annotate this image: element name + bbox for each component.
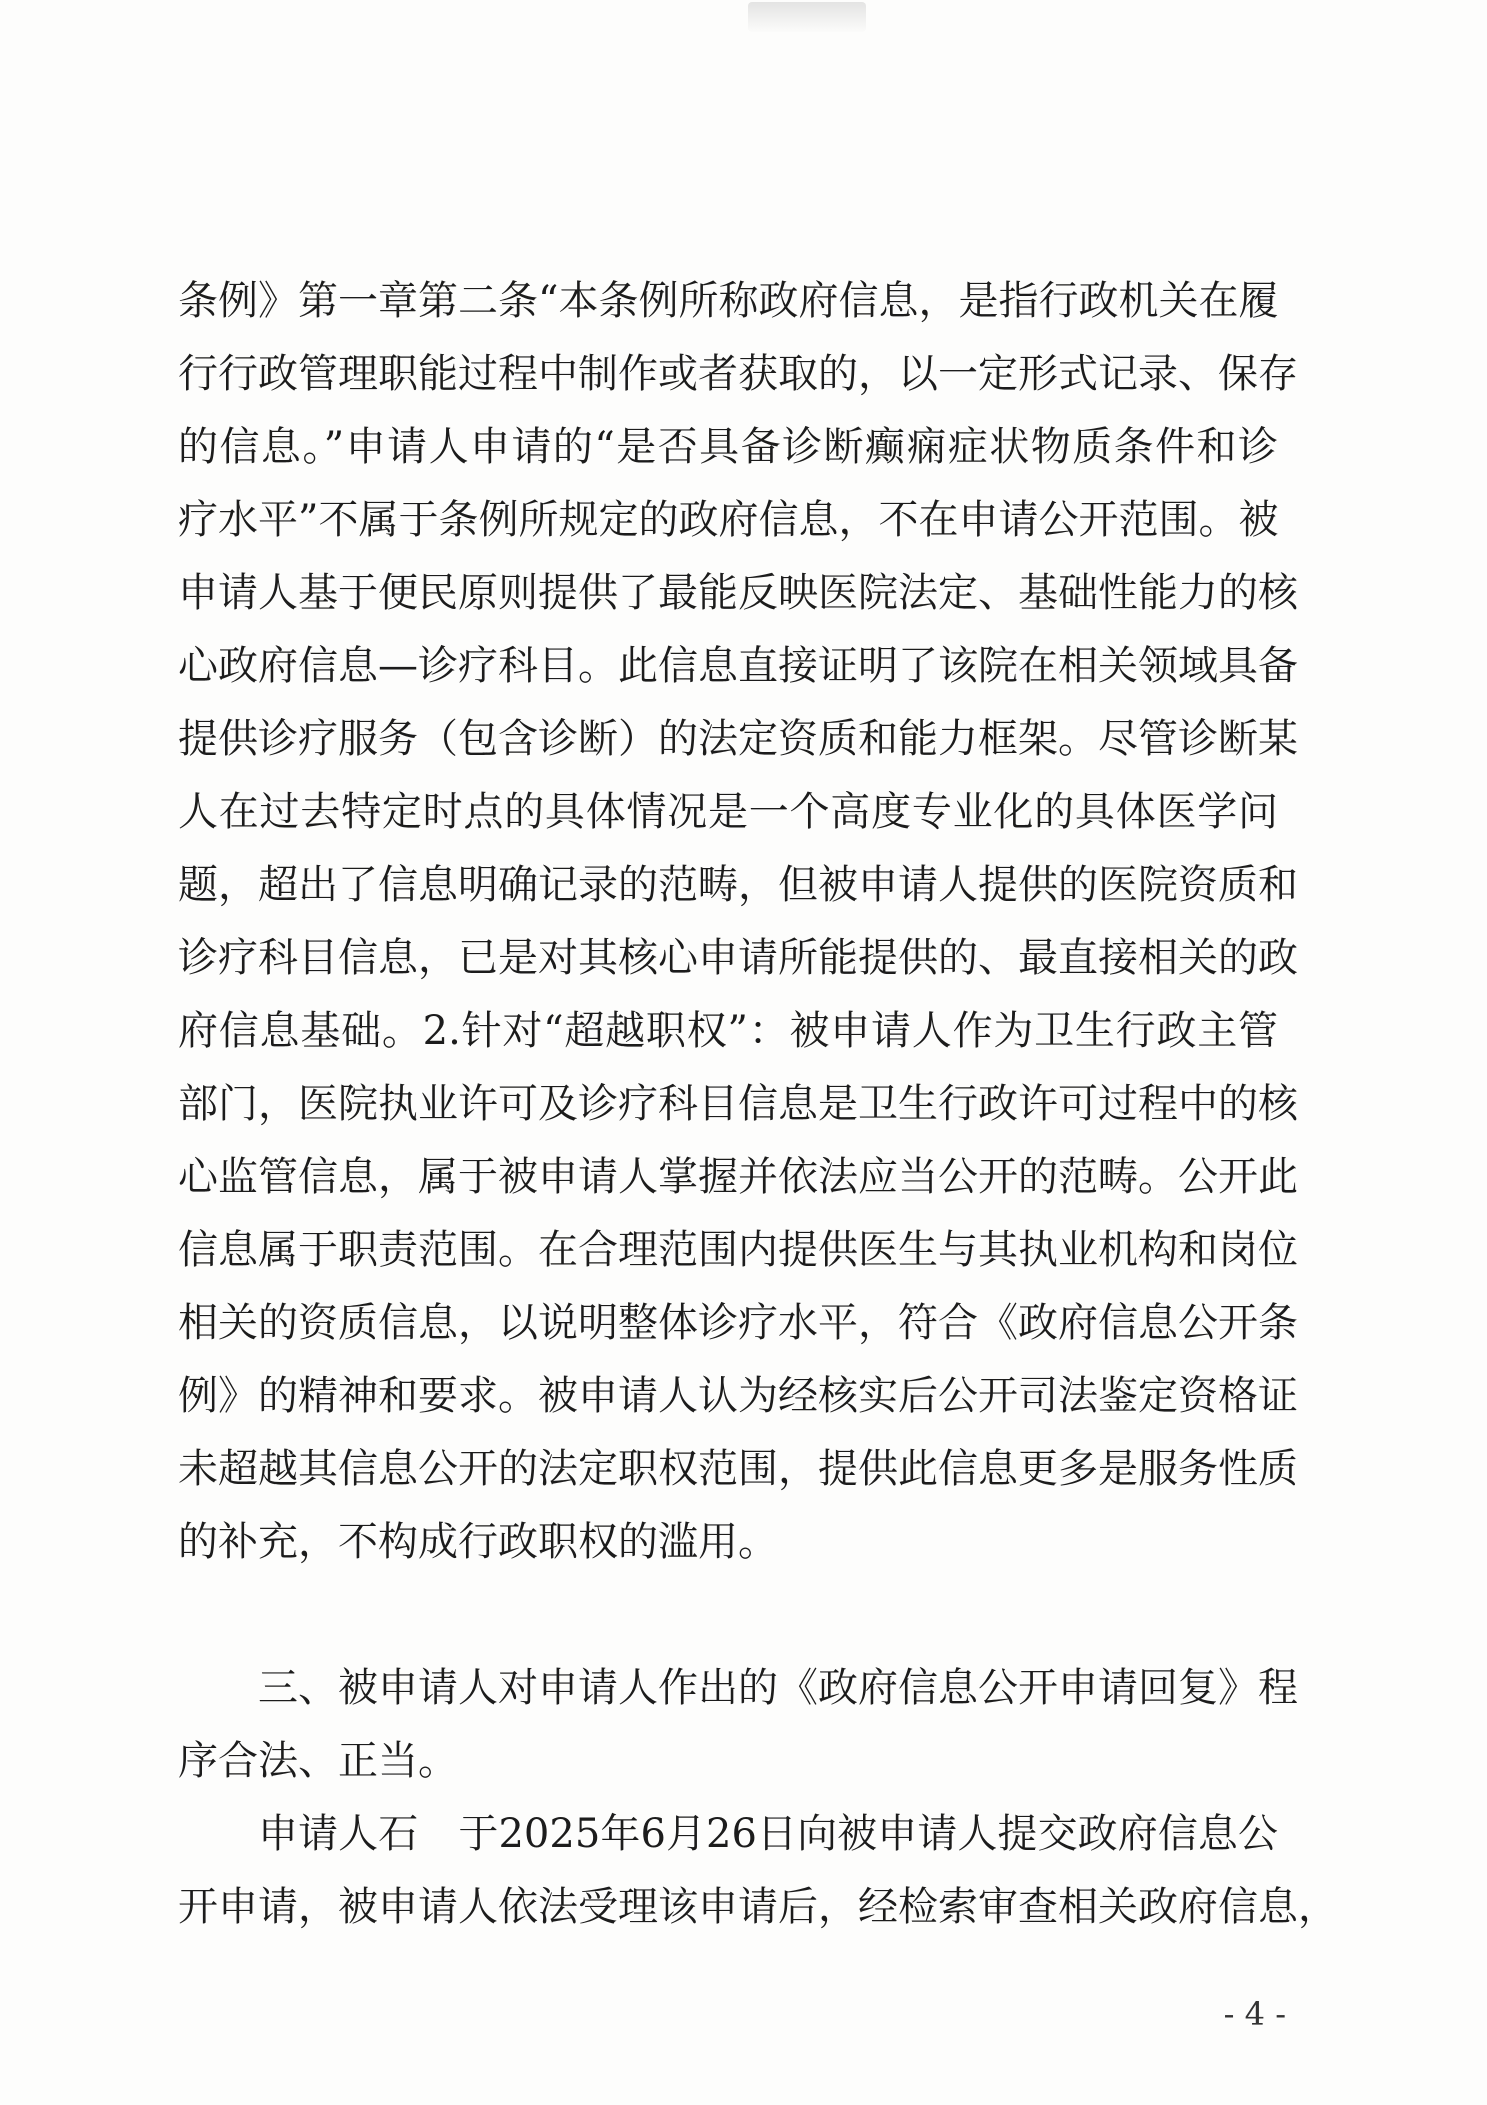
text-line: 信息属于职责范围。在合理范围内提供医生与其执业机构和岗位 [178,1227,1298,1273]
text-line: 开申请，被申请人依法受理该申请后，经检索审查相关政府信息， [178,1884,1338,1930]
text-line: 条例》第一章第二条“本条例所称政府信息，是指行政机关在履 [178,278,1279,324]
text-line: 行行政管理职能过程中制作或者获取的，以一定形式记录、保存 [178,351,1298,397]
text-line: 的信息。”申请人申请的“是否具备诊断癫痫症状物质条件和诊 [178,424,1278,470]
text-line: 府信息基础。2.针对“超越职权”：被申请人作为卫生行政主管 [178,1008,1278,1054]
page-number: - 4 - [1223,1995,1286,2033]
text-line: 人在过去特定时点的具体情况是一个高度专业化的具体医学问 [178,789,1278,835]
text-line: 相关的资质信息，以说明整体诊疗水平，符合《政府信息公开条 [178,1300,1298,1346]
text-line: 例》的精神和要求。被申请人认为经核实后公开司法鉴定资格证 [178,1373,1298,1419]
text-line: 疗水平”不属于条例所规定的政府信息，不在申请公开范围。被 [178,497,1279,543]
text-line: 诊疗科目信息，已是对其核心申请所能提供的、最直接相关的政 [178,935,1298,981]
text-line: 部门，医院执业许可及诊疗科目信息是卫生行政许可过程中的核 [178,1081,1298,1127]
section-heading-line: 序合法、正当。 [178,1738,458,1784]
text-line: 提供诊疗服务（包含诊断）的法定资质和能力框架。尽管诊断某 [178,716,1298,762]
text-line: 题，超出了信息明确记录的范畴，但被申请人提供的医院资质和 [178,862,1298,908]
text-line: 心政府信息—诊疗科目。此信息直接证明了该院在相关领域具备 [178,643,1298,689]
text-line: 申请人石 于2025年6月26日向被申请人提交政府信息公 [258,1811,1278,1857]
text-line: 未超越其信息公开的法定职权范围，提供此信息更多是服务性质 [178,1446,1298,1492]
text-line: 申请人基于便民原则提供了最能反映医院法定、基础性能力的核 [178,570,1298,616]
text-line: 的补充，不构成行政职权的滥用。 [178,1519,778,1565]
section-heading-line: 三、被申请人对申请人作出的《政府信息公开申请回复》程 [258,1665,1298,1711]
text-line: 心监管信息，属于被申请人掌握并依法应当公开的范畴。公开此 [178,1154,1298,1200]
seal-mark-remnant [748,2,866,32]
